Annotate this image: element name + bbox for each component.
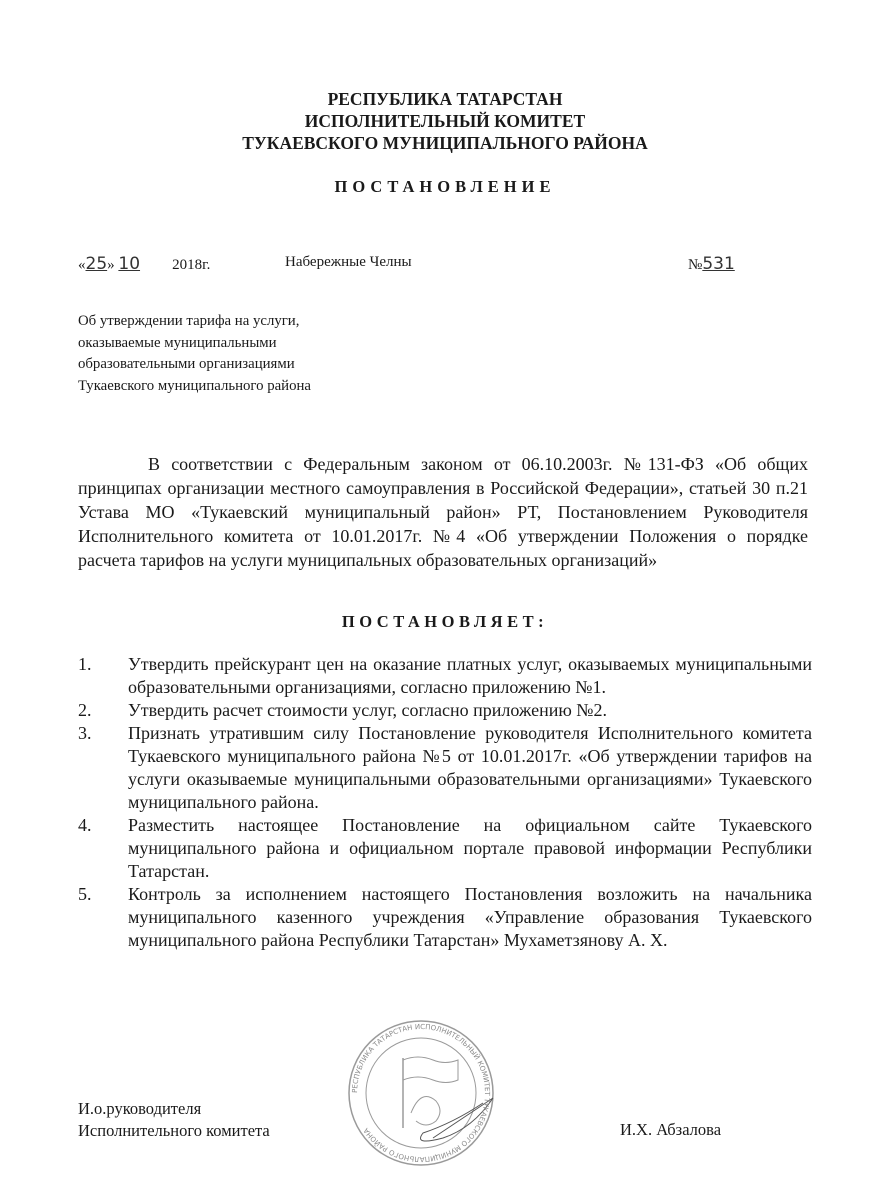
- preamble-text: В соответствии с Федеральным законом от 06.10.2003г. №131-ФЗ «Об общих принципах организации местного самоуправления в Российской Федерации», статьей 30 п.21 Устава МО «Тукаевский муниципальный район» РТ, Постановлением Руководителя Исполнительного комитета от 10.01.2017г. №4 «Об утверждении Положения о порядке расчета тарифов на услуги муниципальных образовательных организаций»: [78, 454, 808, 570]
- list-item: [78, 722, 812, 814]
- resolution-items: [78, 653, 812, 952]
- number-value: 531: [702, 254, 735, 274]
- document-header: [0, 88, 873, 154]
- number-prefix: №: [688, 257, 703, 273]
- list-item: [78, 653, 812, 699]
- subject-line: оказываемые муниципальными: [78, 334, 277, 351]
- date-year: 2018г.: [172, 257, 211, 273]
- item-number: 4.: [78, 815, 92, 835]
- signature-position: [78, 1098, 270, 1142]
- position-line: Исполнительного комитета: [78, 1121, 270, 1140]
- list-item: [78, 699, 812, 722]
- place: Набережные Челны: [285, 254, 412, 270]
- item-text: Контроль за исполнением настоящего Постановления возложить на начальника муниципального казенного учреждения «Управление образования Тукаевского муниципального района Республики Татарстан» Мухаметзянову А. Х.: [128, 884, 812, 950]
- doc-number: [688, 254, 735, 274]
- item-text: Признать утратившим силу Постановление руководителя Исполнительного комитета Тукаевского муниципального района №5 от 10.01.2017г. «Об утверждении тарифов на услуги оказываемые муниципальными образовательными организациями» Тукаевского муниципального района.: [128, 723, 812, 812]
- subject-line: образовательными организациями: [78, 356, 295, 372]
- date-month: 10: [118, 254, 141, 274]
- signatory-name: И.Х. Абзалова: [620, 1120, 722, 1139]
- item-text: Разместить настоящее Постановление на официальном сайте Тукаевского муниципального района и официальном портале правовой информации Республики Татарстан.: [128, 815, 812, 881]
- item-number: 5.: [78, 884, 92, 904]
- subject-block: [78, 311, 311, 397]
- header-line: РЕСПУБЛИКА ТАТАРСТАН: [327, 89, 563, 109]
- svg-text:РЕСПУБЛИКА ТАТАРСТАН ИСПОЛНИТЕ: РЕСПУБЛИКА ТАТАРСТАН ИСПОЛНИТЕЛЬНЫЙ КОМИТЕТ ТУКАЕВСКОГО МУНИЦИПАЛЬНОГО РАЙОНА: [350, 1022, 492, 1164]
- position-line: И.о.руководителя: [78, 1099, 202, 1118]
- subject-line: Об утверждении тарифа на услуги,: [78, 313, 300, 329]
- item-number: 2.: [78, 700, 92, 720]
- item-text: Утвердить расчет стоимости услуг, согласно приложению №2.: [128, 700, 607, 720]
- item-number: 1.: [78, 654, 92, 674]
- preamble: [78, 452, 808, 572]
- list-item: [78, 814, 812, 883]
- subject-line: Тукаевского муниципального района: [78, 377, 311, 394]
- item-text: Утвердить прейскурант цен на оказание платных услуг, оказываемых муниципальными образовательными организациями, согласно приложению №1.: [128, 654, 812, 697]
- header-line: ТУКАЕВСКОГО МУНИЦИПАЛЬНОГО РАЙОНА: [242, 133, 648, 153]
- item-number: 3.: [78, 723, 92, 743]
- header-line: ИСПОЛНИТЕЛЬНЫЙ КОМИТЕТ: [304, 111, 586, 131]
- document-type: ПОСТАНОВЛЕНИЕ: [334, 177, 556, 196]
- date-line: [78, 254, 818, 278]
- official-stamp: [333, 1018, 508, 1173]
- list-item: [78, 883, 812, 952]
- stamp-seal-icon: [333, 1018, 508, 1168]
- date-day: 25: [85, 254, 108, 274]
- resolves-heading: ПОСТАНОВЛЯЕТ:: [341, 612, 549, 631]
- date: «25» 10 2018г.: [78, 254, 211, 274]
